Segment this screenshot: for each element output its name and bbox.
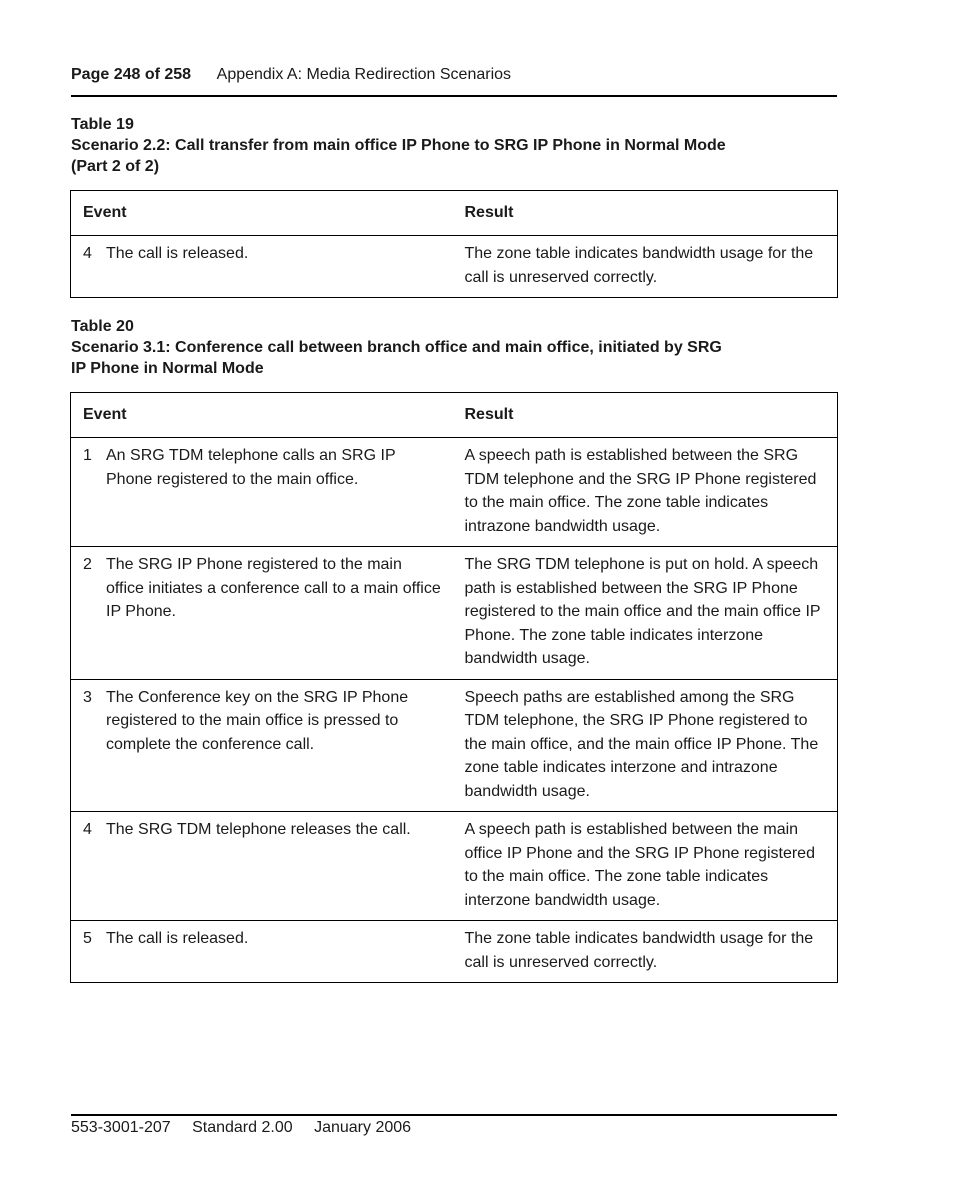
section-title: Appendix A: Media Redirection Scenarios (216, 66, 512, 83)
event-text: The call is released. (106, 930, 249, 947)
table-row (71, 679, 838, 812)
column-header-result: Result (454, 393, 838, 438)
column-header-event: Event (71, 191, 454, 236)
step-number: 3 (83, 688, 92, 706)
event-text: The SRG IP Phone registered to the main office initiates a conference call to a main office IP Phone. (106, 556, 441, 620)
column-header-event: Event (71, 393, 454, 438)
page-footer (71, 1119, 428, 1137)
event-cell (71, 438, 454, 547)
table-header-row (71, 393, 838, 438)
table-19 (70, 190, 838, 298)
step-number: 5 (83, 930, 92, 947)
table-header-row (71, 191, 838, 236)
result-cell: A speech path is established between the main office IP Phone and the SRG IP Phone registered to the main office. The zone table indicates interzone bandwidth usage. (454, 812, 838, 921)
document-date: January 2006 (314, 1119, 412, 1136)
event-text: The call is released. (106, 245, 249, 262)
page-header (71, 66, 836, 84)
event-cell (71, 236, 454, 298)
column-header-result: Result (454, 191, 838, 236)
result-cell: Speech paths are established among the SRG TDM telephone, the SRG IP Phone registered to the main office, and the main office IP Phone. The zone table indicates interzone and intrazone bandwidth usage. (454, 679, 838, 812)
step-number: 4 (83, 821, 92, 838)
event-text: An SRG TDM telephone calls an SRG IP Phone registered to the main office. (106, 447, 396, 488)
document-number: 553-3001-207 (71, 1119, 171, 1136)
table-20-label: Table 20 (71, 318, 134, 335)
header-rule (71, 95, 837, 97)
event-cell (71, 547, 454, 680)
event-cell (71, 679, 454, 812)
table-20-title-line-2: IP Phone in Normal Mode (71, 360, 264, 377)
footer-rule (71, 1114, 837, 1116)
result-cell: The zone table indicates bandwidth usage for the call is unreserved correctly. (454, 236, 838, 298)
event-cell (71, 921, 454, 983)
table-row (71, 812, 838, 921)
document-standard: Standard 2.00 (192, 1119, 293, 1136)
event-cell (71, 812, 454, 921)
page-number: Page 248 of 258 (71, 66, 192, 83)
table-row (71, 547, 838, 680)
table-row (71, 921, 838, 983)
table-19-title-line-1: Scenario 2.2: Call transfer from main office IP Phone to SRG IP Phone in Normal Mode (71, 137, 726, 154)
table-row (71, 438, 838, 547)
result-cell: A speech path is established between the SRG TDM telephone and the SRG IP Phone registered to the main office. The zone table indicates intrazone bandwidth usage. (454, 438, 838, 547)
table-20 (70, 392, 838, 983)
step-number: 4 (83, 245, 92, 262)
result-cell: The zone table indicates bandwidth usage for the call is unreserved correctly. (454, 921, 838, 983)
table-19-caption (71, 114, 836, 177)
table-row (71, 236, 838, 298)
table-20-caption (71, 316, 836, 379)
table-19-label: Table 19 (71, 116, 134, 133)
event-text: The Conference key on the SRG IP Phone registered to the main office is pressed to complete the conference call. (106, 688, 409, 753)
table-19-title-line-2: (Part 2 of 2) (71, 158, 160, 175)
step-number: 2 (83, 556, 92, 573)
event-text: The SRG TDM telephone releases the call. (106, 821, 411, 838)
result-cell: The SRG TDM telephone is put on hold. A speech path is established between the SRG IP Phone registered to the main office and the main office IP Phone. The zone table indicates interzone bandwidth usage. (454, 547, 838, 680)
table-20-title-line-1: Scenario 3.1: Conference call between branch office and main office, initiated by SRG (71, 339, 722, 356)
step-number: 1 (83, 447, 92, 464)
